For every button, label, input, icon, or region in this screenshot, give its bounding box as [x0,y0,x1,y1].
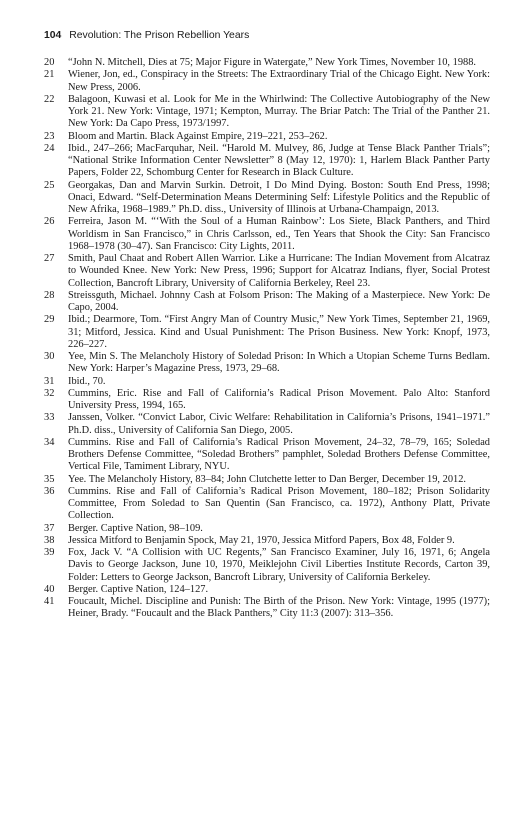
endnote-number: 21 [44,69,55,81]
endnote [44,180,490,217]
endnote-number: 27 [44,253,55,264]
endnote-number: 38 [44,534,55,546]
endnote-text: Berger. Captive Nation, 124–127. [68,583,209,595]
endnote [44,437,490,474]
endnote-text: Wiener, Jon, ed., Conspiracy in the Streets: The Extraordinary Trial of the Chicago Eight. New York: New Press, 2006. [68,69,490,93]
endnote-number: 32 [44,387,55,399]
endnote-text: Georgakas, Dan and Marvin Surkin. Detroit, I Do Mind Dying. Boston: South End Press, 1998; Onaci, Edward. “Self-Determination Means Determining Self: Lifestyle Politics and the Republic of New Afrika, 1968–1989.” Ph.D. diss., University of Illinois at Urbana-Champaign, 2013. [68,179,490,215]
endnote-number: 24 [44,142,55,154]
endnote-text: Janssen, Volker. “Convict Labor, Civic Welfare: Rehabilitation in California’s Prisons, 1941–1971.” Ph.D. diss., University of California San Diego, 2005. [68,412,490,436]
endnote [44,523,490,535]
endnote [44,131,490,143]
running-header [44,30,249,41]
endnote-text: Ibid., 70. [68,375,106,387]
endnotes-list [44,57,490,621]
endnote-number: 31 [44,375,55,387]
endnote [44,596,490,621]
endnote [44,376,490,388]
endnote [44,57,490,69]
endnote-text: Yee, Min S. The Melancholy History of Soledad Prison: In Which a Utopian Scheme Turns Bedlam. New York: Harper’s Magazine Press, 1973, 29–68. [68,351,490,375]
endnote-number: 26 [44,216,55,228]
endnote-text: Streissguth, Michael. Johnny Cash at Folsom Prison: The Making of a Masterpiece. New York: De Capo, 2004. [68,289,490,313]
endnote-number: 25 [44,179,55,191]
endnote [44,253,490,290]
endnote [44,486,490,523]
endnote [44,412,490,437]
endnote-text: Ibid.; Dearmore, Tom. “First Angry Man of Country Music,” New York Times, September 21, 1969, 31; Mitford, Jessica. Kind and Usual Punishment: The Prison Business. New York: Knopf, 1973, 226–227. [68,314,490,350]
endnote-text: Yee. The Melancholy History, 83–84; John Clutchette letter to Dan Berger, December 19, 2012. [68,473,466,485]
endnote [44,584,490,596]
endnote-number: 40 [44,583,55,595]
endnote-text: Cummins. Rise and Fall of California’s Radical Prison Movement, 24–32, 78–79, 165; Soledad Brothers Defense Committee, “Soledad Brothers” pamphlet, Soledad Brothers Defense Committee, Vertical File, Tamiment Library, NYU. [68,436,490,473]
endnote-text: Jessica Mitford to Benjamin Spock, May 21, 1970, Jessica Mitford Papers, Box 48, Folder 9. [68,534,455,546]
endnote [44,216,490,253]
endnote-number: 35 [44,473,55,485]
endnote [44,547,490,584]
endnote-number: 28 [44,289,55,301]
endnote-text: Cummins, Eric. Rise and Fall of California’s Radical Prison Movement. Palo Alto: Stanford University Press, 1994, 165. [68,387,490,411]
endnote-number: 33 [44,412,55,424]
endnote-number: 22 [44,93,55,105]
endnote [44,94,490,131]
endnote-text: “John N. Mitchell, Dies at 75; Major Figure in Watergate,” New York Times, November 10, 1988. [68,57,477,68]
endnote-text: Bloom and Martin. Black Against Empire, 219–221, 253–262. [68,130,328,142]
endnote-number: 36 [44,485,55,497]
endnote-number: 23 [44,130,55,142]
endnote [44,69,490,94]
endnote-text: Fox, Jack V. “A Collision with UC Regents,” San Francisco Examiner, July 16, 1971, 6; Angela Davis to George Jackson, June 10, 1970, Meiklejohn Civil Liberties Institute Records, Carton 39, Folder: Letters to George Jackson, Bancroft Library, University of California Berkeley. [68,547,490,583]
endnote-number: 20 [44,57,55,68]
endnote-number: 37 [44,522,55,534]
endnote [44,535,490,547]
endnote-text: Berger. Captive Nation, 98–109. [68,522,203,534]
endnote-text: Ferreira, Jason M. “‘With the Soul of a Human Rainbow’: Los Siete, Black Panthers, and Third Worldism in San Francisco,” in Chris Carlsson, ed., Ten Years that Shook the City: San Francisco 1968–1978 (30–47). San Francisco: City Lights, 2011. [68,216,490,252]
endnote-number: 30 [44,351,55,362]
endnote-number: 34 [44,436,55,448]
endnote [44,143,490,180]
endnote [44,351,490,376]
page-number: 104 [44,30,62,41]
endnote [44,388,490,413]
endnote [44,290,490,315]
endnote-text: Balagoon, Kuwasi et al. Look for Me in the Whirlwind: The Collective Autobiography of the New York 21. New York: Vintage, 1971; Kempton, Murray. The Briar Patch: The Trial of the Panther 21. New York: Da Capo Press, 1973/1997. [68,93,490,130]
endnote [44,474,490,486]
endnote-number: 39 [44,547,55,558]
endnote-number: 29 [44,314,55,326]
endnote-number: 41 [44,596,55,607]
endnote-text: Smith, Paul Chaat and Robert Allen Warrior. Like a Hurricane: The Indian Movement from Alcatraz to Wounded Knee. New York: New Press, 1996; Support for Alcatraz Indians, flyer, Social Protest Collection, Bancroft Library, University of California Berkeley, Reel 23. [68,253,490,289]
endnote-text: Cummins. Rise and Fall of California’s Radical Prison Movement, 180–182; Prison Solidarity Committee, From Soledad to San Quentin (San Francisco, ca. 1972), Anthony Platt, Private Collection. [68,485,490,522]
endnote-text: Foucault, Michel. Discipline and Punish: The Birth of the Prison. New York: Vintage, 1995 (1977); Heiner, Brady. “Foucault and the Black Panthers,” City 11:3 (2007): 313–356. [68,596,490,620]
endnote [44,314,490,351]
running-title: Revolution: The Prison Rebellion Years [69,30,250,41]
endnote-text: Ibid., 247–266; MacFarquhar, Neil. “Harold M. Mulvey, 86, Judge at Tense Black Panther Trials”; “National Strike Information Center Newsletter” 8 (May 12, 1970): 1, Harlem Black Panther Party Papers, Folder 22, Schomburg Center for Research in Black Culture. [68,142,490,179]
